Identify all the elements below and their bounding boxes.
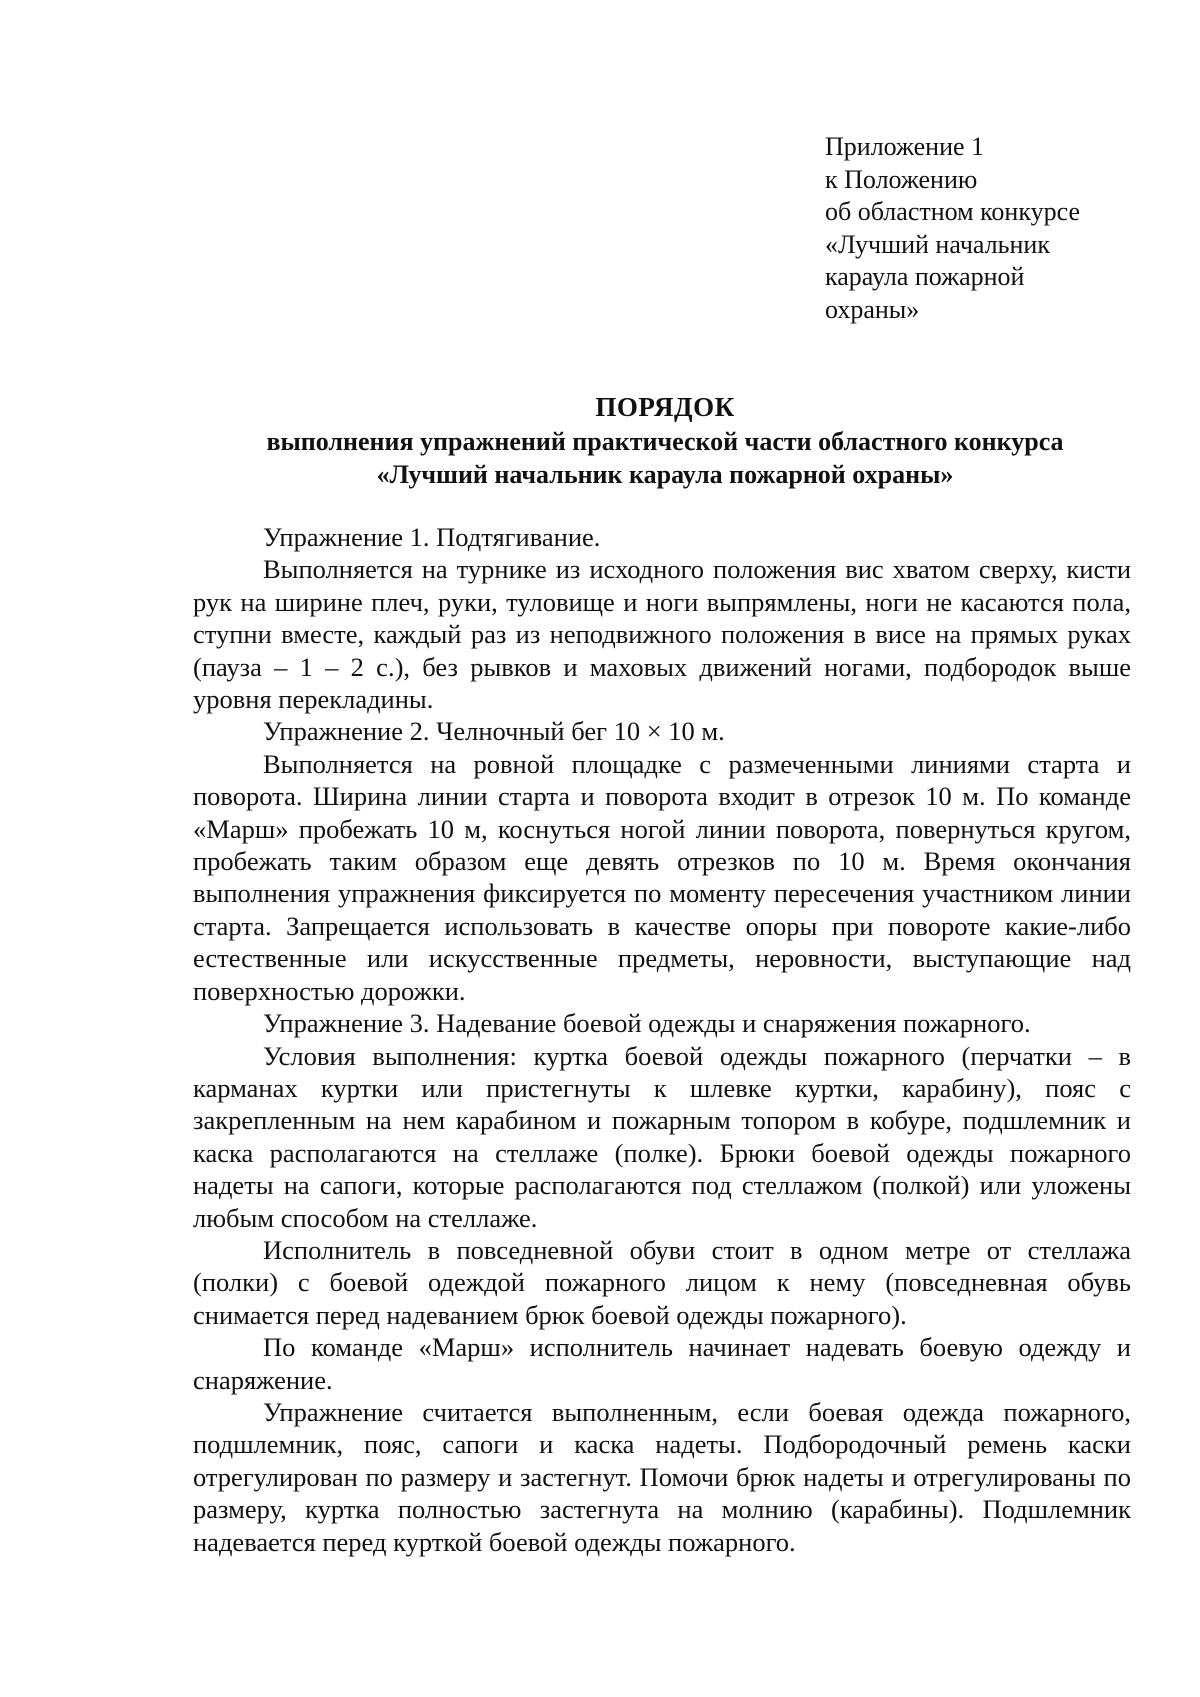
exercise-2-heading: Упражнение 2. Челночный бег 10 × 10 м.	[263, 716, 725, 747]
exercise-3-completion: Упражнение считается выполненным, если боевая одежда пожарного, подшлемник, пояс, сапоги и каска надеты. Подбородочный ремень каски отрегулирован по размеру и застегнут. Помочи брюк надеты и отрегулированы по размеру, куртка полностью застегнута на молнию (карабины). Подшлемник надевается перед курткой боевой одежды пожарного.	[193, 1396, 1131, 1557]
exercise-3-command: По команде «Марш» исполнитель начинает надевать боевую одежду и снаряжение.	[193, 1332, 1131, 1395]
subtitle-line: выполнения упражнений практической части областного конкурса	[266, 427, 1064, 456]
appendix-line: охраны»	[825, 294, 920, 324]
appendix-line: «Лучший начальник	[825, 229, 1050, 259]
exercise-3-start-position: Исполнитель в повседневной обуви стоит в одном метре от стеллажа (полки) с боевой одеждой пожарного лицом к нему (повседневная обувь снимается перед надеванием брюк боевой одежды пожарного).	[193, 1234, 1131, 1330]
appendix-line: к Положению	[825, 164, 978, 194]
document-subtitle	[190, 425, 1140, 491]
appendix-line: караула пожарной	[825, 262, 1025, 291]
exercise-1-description: Выполняется на турнике из исходного положения вис хватом сверху, кисти рук на ширине плеч, руки, туловище и ноги выпрямлены, ноги не касаются пола, ступни вместе, каждый раз из неподвижного положения в висе на прямых руках (пауза – 1 – 2 с.), без рывков и маховых движений ногами, подбородок выше уровня перекладины.	[193, 554, 1131, 715]
exercise-3-heading: Упражнение 3. Надевание боевой одежды и снаряжения пожарного.	[263, 1008, 1031, 1039]
exercise-3-conditions: Условия выполнения: куртка боевой одежды пожарного (перчатки – в карманах куртки или пристегнуты к шлевке куртки, карабину), пояс с закрепленным на нем карабином и пожарным топором в кобуре, подшлемник и каска располагаются на стеллаже (полке). Брюки боевой одежды пожарного надеты на сапоги, которые располагаются под стеллажом (полкой) или уложены любым способом на стеллаже.	[193, 1040, 1131, 1233]
appendix-note	[825, 131, 1165, 326]
exercise-2-description: Выполняется на ровной площадке с размеченными линиями старта и поворота. Ширина линии старта и поворота входит в отрезок 10 м. По команде «Марш» пробежать 10 м, коснуться ногой линии поворота, повернуться кругом, пробежать таким образом еще девять отрезков по 10 м. Время окончания выполнения упражнения фиксируется по моменту пересечения участником линии старта. Запрещается использовать в качестве опоры при повороте какие-либо естественные или искусственные предметы, неровности, выступающие над поверхностью дорожки.	[193, 748, 1131, 1006]
appendix-line: Приложение 1	[825, 132, 985, 161]
appendix-line: об областном конкурсе	[825, 197, 1080, 226]
exercise-1-heading: Упражнение 1. Подтягивание.	[263, 522, 601, 552]
document-title: ПОРЯДОК	[595, 392, 735, 422]
document-body	[193, 521, 1131, 1558]
subtitle-line: «Лучший начальник караула пожарной охраны»	[376, 460, 954, 489]
